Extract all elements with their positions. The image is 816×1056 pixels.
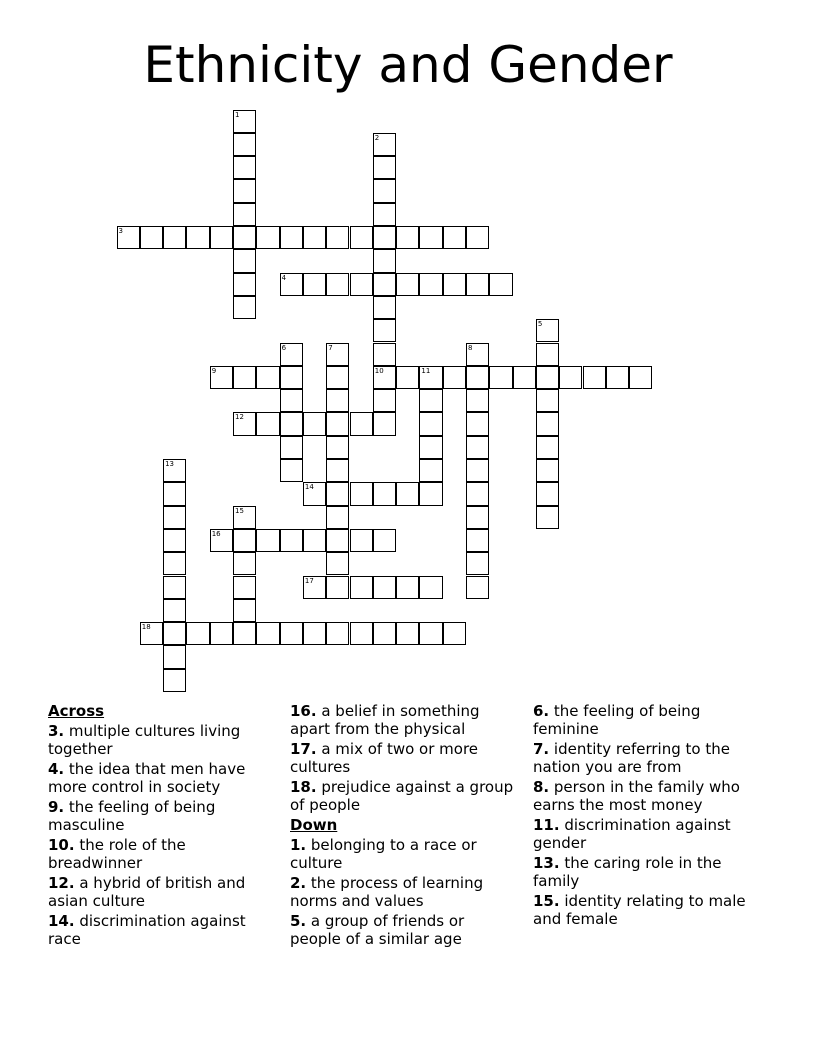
clue-item bbox=[48, 874, 273, 910]
grid-cell[interactable] bbox=[443, 226, 466, 249]
clue-item bbox=[48, 722, 273, 758]
grid-cell[interactable] bbox=[373, 366, 396, 389]
grid-cell[interactable] bbox=[373, 389, 396, 412]
grid-cell[interactable] bbox=[536, 506, 559, 529]
grid-cell[interactable] bbox=[419, 436, 442, 459]
grid-cell[interactable] bbox=[326, 622, 349, 645]
grid-cell[interactable] bbox=[466, 576, 489, 599]
clue-text: identity relating to male and female bbox=[533, 892, 746, 928]
grid-cell[interactable] bbox=[163, 645, 186, 668]
grid-cell[interactable] bbox=[280, 343, 303, 366]
grid-cell[interactable] bbox=[466, 366, 489, 389]
clue-number: 8 bbox=[468, 343, 473, 352]
clue-text: prejudice against a group of people bbox=[290, 778, 514, 814]
grid-cell[interactable] bbox=[163, 226, 186, 249]
grid-cell[interactable] bbox=[280, 273, 303, 296]
grid-cell[interactable] bbox=[373, 156, 396, 179]
clue-text: discrimination against race bbox=[48, 912, 246, 948]
clues-column-1 bbox=[48, 702, 273, 950]
grid-cell[interactable] bbox=[419, 389, 442, 412]
clue-item bbox=[290, 912, 515, 948]
grid-cell[interactable] bbox=[163, 669, 186, 692]
grid-cell[interactable] bbox=[373, 576, 396, 599]
grid-cell[interactable] bbox=[466, 529, 489, 552]
clue-number-label: 15. bbox=[533, 892, 560, 910]
grid-cell[interactable] bbox=[140, 226, 163, 249]
clue-text: the feeling of being feminine bbox=[533, 702, 701, 738]
grid-cell[interactable] bbox=[163, 552, 186, 575]
clue-number: 16 bbox=[211, 529, 221, 538]
grid-cell[interactable] bbox=[513, 366, 536, 389]
clue-number: 11 bbox=[421, 366, 431, 375]
grid-cell[interactable] bbox=[419, 412, 442, 435]
clue-text: a mix of two or more cultures bbox=[290, 740, 479, 776]
grid-cell[interactable] bbox=[303, 226, 326, 249]
clue-text: the idea that men have more control in society bbox=[48, 760, 246, 796]
grid-cell[interactable] bbox=[466, 436, 489, 459]
clue-number-label: 9. bbox=[48, 798, 65, 816]
grid-cell[interactable] bbox=[303, 576, 326, 599]
grid-cell[interactable] bbox=[326, 226, 349, 249]
grid-cell[interactable] bbox=[350, 412, 373, 435]
clue-number: 6 bbox=[281, 343, 287, 352]
grid-cell[interactable] bbox=[210, 529, 233, 552]
grid-cell[interactable] bbox=[396, 622, 419, 645]
grid-cell[interactable] bbox=[419, 482, 442, 505]
grid-cell[interactable] bbox=[373, 343, 396, 366]
grid-cell[interactable] bbox=[233, 552, 256, 575]
grid-cell[interactable] bbox=[489, 273, 512, 296]
clue-item bbox=[533, 702, 758, 738]
clue-text: person in the family who earns the most money bbox=[533, 778, 740, 814]
grid-cell[interactable] bbox=[163, 482, 186, 505]
grid-cell[interactable] bbox=[583, 366, 606, 389]
clue-text: the process of learning norms and values bbox=[290, 874, 484, 910]
grid-cell[interactable] bbox=[466, 482, 489, 505]
grid-cell[interactable] bbox=[163, 622, 186, 645]
grid-cell[interactable] bbox=[163, 576, 186, 599]
grid-cell[interactable] bbox=[373, 296, 396, 319]
grid-cell[interactable] bbox=[396, 273, 419, 296]
grid-cell[interactable] bbox=[466, 226, 489, 249]
grid-cell[interactable] bbox=[210, 226, 233, 249]
grid-cell[interactable] bbox=[373, 412, 396, 435]
clue-number-label: 8. bbox=[533, 778, 550, 796]
grid-cell[interactable] bbox=[326, 506, 349, 529]
grid-cell[interactable] bbox=[233, 133, 256, 156]
grid-cell[interactable] bbox=[396, 576, 419, 599]
grid-cell[interactable] bbox=[466, 343, 489, 366]
grid-cell[interactable] bbox=[326, 552, 349, 575]
grid-cell[interactable] bbox=[280, 436, 303, 459]
grid-cell[interactable] bbox=[466, 459, 489, 482]
grid-cell[interactable] bbox=[210, 366, 233, 389]
grid-cell[interactable] bbox=[303, 412, 326, 435]
grid-cell[interactable] bbox=[256, 412, 279, 435]
clue-item bbox=[290, 778, 515, 814]
grid-cell[interactable] bbox=[373, 133, 396, 156]
grid-cell[interactable] bbox=[629, 366, 652, 389]
grid-cell[interactable] bbox=[373, 203, 396, 226]
grid-cell[interactable] bbox=[326, 273, 349, 296]
grid-cell[interactable] bbox=[373, 482, 396, 505]
grid-cell[interactable] bbox=[233, 179, 256, 202]
grid-cell[interactable] bbox=[606, 366, 629, 389]
clue-item bbox=[48, 836, 273, 872]
grid-cell[interactable] bbox=[233, 622, 256, 645]
grid-cell[interactable] bbox=[186, 622, 209, 645]
clue-number: 15 bbox=[235, 506, 244, 515]
grid-cell[interactable] bbox=[186, 226, 209, 249]
grid-cell[interactable] bbox=[536, 366, 559, 389]
clue-text: a belief in something apart from the physical bbox=[290, 702, 480, 738]
grid-cell[interactable] bbox=[326, 482, 349, 505]
grid-cell[interactable] bbox=[489, 366, 512, 389]
clue-text: the caring role in the family bbox=[533, 854, 722, 890]
grid-cell[interactable] bbox=[350, 622, 373, 645]
clue-number: 2 bbox=[374, 133, 380, 142]
grid-cell[interactable] bbox=[373, 179, 396, 202]
grid-cell[interactable] bbox=[326, 436, 349, 459]
grid-cell[interactable] bbox=[443, 622, 466, 645]
clue-number: 7 bbox=[328, 343, 333, 352]
grid-cell[interactable] bbox=[466, 506, 489, 529]
clue-number: 9 bbox=[211, 366, 217, 375]
down-heading: Down bbox=[290, 816, 338, 834]
clue-text: identity referring to the nation you are from bbox=[533, 740, 730, 776]
clue-number: 18 bbox=[141, 623, 151, 632]
grid-cell[interactable] bbox=[350, 529, 373, 552]
grid-cell[interactable] bbox=[280, 389, 303, 412]
clue-number: 17 bbox=[304, 576, 314, 585]
clue-item bbox=[533, 778, 758, 814]
clue-number-label: 11. bbox=[533, 816, 560, 834]
clue-text: the feeling of being masculine bbox=[48, 798, 216, 834]
grid-cell[interactable] bbox=[303, 482, 326, 505]
across-heading: Across bbox=[48, 702, 105, 720]
grid-cell[interactable] bbox=[536, 412, 559, 435]
grid-cell[interactable] bbox=[373, 249, 396, 272]
grid-cell[interactable] bbox=[303, 529, 326, 552]
grid-cell[interactable] bbox=[280, 459, 303, 482]
clues-column-2 bbox=[290, 702, 515, 950]
clue-text: a group of friends or people of a similar age bbox=[290, 912, 465, 948]
clue-number-label: 17. bbox=[290, 740, 317, 758]
grid-cell[interactable] bbox=[326, 343, 349, 366]
grid-cell[interactable] bbox=[210, 622, 233, 645]
clue-item bbox=[290, 740, 515, 776]
grid-cell[interactable] bbox=[256, 622, 279, 645]
grid-cell[interactable] bbox=[326, 366, 349, 389]
grid-cell[interactable] bbox=[233, 599, 256, 622]
clue-number-label: 18. bbox=[290, 778, 317, 796]
clue-item bbox=[290, 702, 515, 738]
clue-number-label: 6. bbox=[533, 702, 550, 720]
grid-cell[interactable] bbox=[326, 459, 349, 482]
grid-cell[interactable] bbox=[140, 622, 163, 645]
clue-number-label: 3. bbox=[48, 722, 65, 740]
grid-cell[interactable] bbox=[233, 576, 256, 599]
grid-cell[interactable] bbox=[163, 506, 186, 529]
grid-cell[interactable] bbox=[373, 622, 396, 645]
grid-cell[interactable] bbox=[117, 226, 140, 249]
grid-cell[interactable] bbox=[373, 273, 396, 296]
clue-number-label: 1. bbox=[290, 836, 307, 854]
clue-number-label: 14. bbox=[48, 912, 75, 930]
clue-number-label: 7. bbox=[533, 740, 550, 758]
clue-number-label: 10. bbox=[48, 836, 75, 854]
grid-cell[interactable] bbox=[326, 412, 349, 435]
grid-cell[interactable] bbox=[466, 273, 489, 296]
clue-item bbox=[48, 760, 273, 796]
grid-cell[interactable] bbox=[233, 110, 256, 133]
grid-cell[interactable] bbox=[233, 203, 256, 226]
grid-cell[interactable] bbox=[233, 506, 256, 529]
grid-cell[interactable] bbox=[466, 412, 489, 435]
clue-number-label: 16. bbox=[290, 702, 317, 720]
grid-cell[interactable] bbox=[233, 273, 256, 296]
grid-cell[interactable] bbox=[233, 156, 256, 179]
grid-cell[interactable] bbox=[280, 366, 303, 389]
clue-item bbox=[48, 798, 273, 834]
grid-cell[interactable] bbox=[419, 226, 442, 249]
grid-cell[interactable] bbox=[536, 436, 559, 459]
clue-number: 5 bbox=[537, 320, 543, 329]
grid-cell[interactable] bbox=[419, 622, 442, 645]
grid-cell[interactable] bbox=[466, 389, 489, 412]
grid-cell[interactable] bbox=[396, 482, 419, 505]
grid-cell[interactable] bbox=[233, 226, 256, 249]
grid-cell[interactable] bbox=[256, 226, 279, 249]
clue-text: belonging to a race or culture bbox=[290, 836, 477, 872]
grid-cell[interactable] bbox=[163, 599, 186, 622]
grid-cell[interactable] bbox=[163, 459, 186, 482]
grid-cell[interactable] bbox=[280, 226, 303, 249]
grid-cell[interactable] bbox=[303, 622, 326, 645]
clue-number-label: 4. bbox=[48, 760, 65, 778]
grid-cell[interactable] bbox=[350, 482, 373, 505]
grid-cell[interactable] bbox=[373, 226, 396, 249]
grid-cell[interactable] bbox=[419, 576, 442, 599]
grid-cell[interactable] bbox=[443, 366, 466, 389]
clue-number-label: 12. bbox=[48, 874, 75, 892]
grid-cell[interactable] bbox=[536, 319, 559, 342]
clue-item bbox=[533, 816, 758, 852]
grid-cell[interactable] bbox=[396, 366, 419, 389]
grid-cell[interactable] bbox=[396, 226, 419, 249]
grid-cell[interactable] bbox=[536, 389, 559, 412]
clues-column-3 bbox=[533, 702, 758, 930]
page-title: Ethnicity and Gender bbox=[143, 36, 673, 94]
clue-number-label: 2. bbox=[290, 874, 307, 892]
clue-text: the role of the breadwinner bbox=[48, 836, 186, 872]
grid-cell[interactable] bbox=[536, 459, 559, 482]
grid-cell[interactable] bbox=[280, 412, 303, 435]
grid-cell[interactable] bbox=[443, 273, 466, 296]
grid-cell[interactable] bbox=[559, 366, 582, 389]
clue-text: discrimination against gender bbox=[533, 816, 731, 852]
grid-cell[interactable] bbox=[233, 412, 256, 435]
grid-cell[interactable] bbox=[256, 366, 279, 389]
grid-cell[interactable] bbox=[373, 319, 396, 342]
grid-cell[interactable] bbox=[419, 459, 442, 482]
clue-number: 12 bbox=[235, 413, 244, 422]
clue-item bbox=[48, 912, 273, 948]
grid-cell[interactable] bbox=[233, 366, 256, 389]
grid-cell[interactable] bbox=[233, 296, 256, 319]
grid-cell[interactable] bbox=[326, 576, 349, 599]
grid-cell[interactable] bbox=[536, 482, 559, 505]
grid-cell[interactable] bbox=[280, 529, 303, 552]
clue-number: 4 bbox=[281, 273, 287, 282]
grid-cell[interactable] bbox=[466, 552, 489, 575]
clue-number-label: 5. bbox=[290, 912, 307, 930]
grid-cell[interactable] bbox=[233, 249, 256, 272]
clue-item bbox=[290, 836, 515, 872]
grid-cell[interactable] bbox=[350, 226, 373, 249]
grid-cell[interactable] bbox=[350, 576, 373, 599]
grid-cell[interactable] bbox=[163, 529, 186, 552]
grid-cell[interactable] bbox=[350, 273, 373, 296]
grid-cell[interactable] bbox=[303, 273, 326, 296]
grid-cell[interactable] bbox=[373, 529, 396, 552]
grid-cell[interactable] bbox=[419, 273, 442, 296]
clue-item bbox=[533, 854, 758, 890]
grid-cell[interactable] bbox=[536, 343, 559, 366]
clue-text: multiple cultures living together bbox=[48, 722, 241, 758]
clue-number: 10 bbox=[374, 366, 384, 375]
grid-cell[interactable] bbox=[326, 529, 349, 552]
clue-number: 13 bbox=[165, 460, 175, 468]
grid-cell[interactable] bbox=[419, 366, 442, 389]
grid-cell[interactable] bbox=[233, 529, 256, 552]
clue-number: 1 bbox=[235, 110, 240, 119]
clue-item bbox=[533, 892, 758, 928]
grid-cell[interactable] bbox=[256, 529, 279, 552]
grid-cell[interactable] bbox=[280, 622, 303, 645]
clue-item bbox=[290, 874, 515, 910]
grid-cell[interactable] bbox=[326, 389, 349, 412]
clue-item bbox=[533, 740, 758, 776]
clue-number-label: 13. bbox=[533, 854, 560, 872]
clue-number: 14 bbox=[304, 483, 314, 492]
clue-text: a hybrid of british and asian culture bbox=[48, 874, 246, 910]
clue-number: 3 bbox=[118, 227, 123, 235]
